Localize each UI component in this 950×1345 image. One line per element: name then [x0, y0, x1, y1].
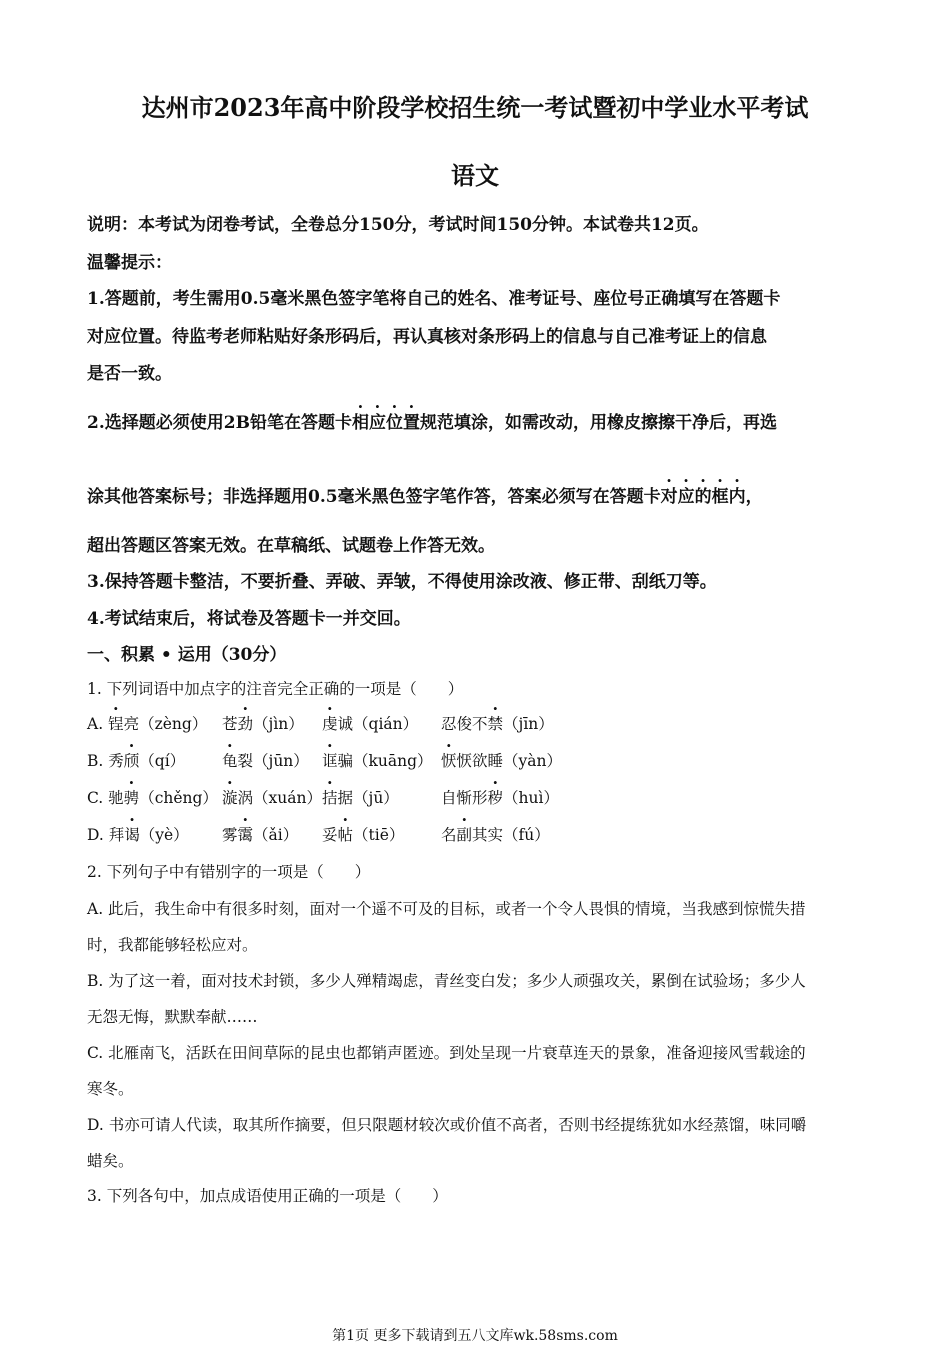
dotted-character: 诓 [322, 752, 338, 770]
option-text: B. 秀 [87, 752, 124, 770]
question-2-option-d-line-2: 蜡矣。 [87, 1152, 134, 1170]
dotted-character: 帖 [337, 826, 354, 844]
option-text: 自惭形 [441, 789, 488, 807]
tip-4: 4.考试结束后，将试卷及答题卡一并交回。 [87, 609, 411, 629]
tip-1-line-1: 1.答题前，考生需用0.5毫米黑色签字笔将自己的姓名、准考证号、座位号正确填写在答题卡 [87, 289, 781, 309]
option-text: 忍俊不 [441, 715, 488, 733]
tip-1-line-3: 是否一致。 [87, 364, 172, 384]
dotted-character: 拮 [322, 789, 338, 807]
question-1-option-d-item-2 [222, 823, 298, 845]
dotted-character: 霭 [237, 826, 254, 844]
dotted-character: 龟 [222, 752, 238, 770]
section-heading: 一、积累 • 运用（30分） [87, 645, 287, 665]
option-text: A. [87, 715, 109, 733]
tip-2-emphasis-1 [352, 413, 420, 433]
tip-2-text-b: 规范填涂，如需改动，用橡皮擦擦干净后，再选 [419, 413, 777, 433]
subject-title: 语文 [451, 161, 499, 190]
question-3-stem: 3. 下列各句中，加点成语使用正确的一项是（ ） [87, 1187, 448, 1205]
question-1-option-c-item-1 [87, 786, 218, 808]
option-pinyin: 据（jū） [337, 789, 399, 807]
option-pinyin: （yè） [139, 826, 189, 844]
question-2-stem: 2. 下列句子中有错别字的一项是（ ） [87, 863, 371, 881]
emphasis-char: 对 [660, 487, 678, 507]
question-1-option-b-item-2 [222, 749, 309, 771]
exam-explanation: 说明：本考试为闭卷考试，全卷总分150分，考试时间150分钟。本试卷共12页。 [87, 215, 709, 235]
emphasis-char: 框 [711, 487, 729, 507]
question-1-option-a-item-2 [222, 712, 304, 734]
option-pinyin: （tiē） [353, 826, 405, 844]
option-text: D. 拜 [87, 826, 125, 844]
dotted-character: 虔 [322, 715, 338, 733]
emphasis-char: 相 [351, 413, 369, 433]
emphasis-char: 的 [694, 487, 712, 507]
tip-2-line-2 [87, 482, 763, 507]
emphasis-char: 应 [677, 487, 695, 507]
question-1-option-d-item-3 [322, 823, 404, 845]
option-pinyin: （qí） [139, 752, 186, 770]
option-text: 妥 [322, 826, 338, 844]
tip-1-line-2: 对应位置。待监考老师粘贴好条形码后，再认真核对条形码上的信息与自己准考证上的信息 [87, 327, 767, 347]
question-1-option-b-item-4 [441, 749, 562, 771]
dotted-character: 恹 [441, 752, 457, 770]
tip-2-text-c: 涂其他答案标号；非选择题用0.5毫米黑色签字笔作答，答案必须写在答题卡 [87, 487, 661, 507]
tip-2-line-1 [87, 408, 777, 433]
dotted-character: 骋 [123, 789, 140, 807]
option-pinyin: （ǎi） [253, 826, 299, 844]
dotted-character: 锃 [108, 715, 124, 733]
dotted-character: 禁 [487, 715, 504, 733]
question-2-option-b-line-2: 无怨无悔，默默奉献…… [87, 1008, 258, 1026]
page-footer: 第1页 更多下载请到五八文库wk.58sms.com [332, 1328, 618, 1344]
question-1-option-a-item-4 [441, 712, 554, 734]
tip-2-line-3: 超出答题区答案无效。在草稿纸、试题卷上作答无效。 [87, 536, 495, 556]
tip-2-text-d: ， [745, 487, 763, 507]
dotted-character: 谒 [124, 826, 140, 844]
tip-2-emphasis-2 [661, 487, 746, 507]
dotted-character: 漩 [222, 789, 238, 807]
emphasis-char: 应 [368, 413, 386, 433]
question-1-option-c-item-2 [222, 786, 322, 808]
question-2-option-b-line-1: B. 为了这一着，面对技术封锁，多少人殚精竭虑，青丝变白发；多少人顽强攻关，累倒在试验场；多少人 [87, 972, 806, 990]
option-text: 雾 [222, 826, 238, 844]
option-pinyin: 裂（jūn） [237, 752, 309, 770]
question-1-option-b-item-1 [87, 749, 185, 771]
option-text: 名 [441, 826, 457, 844]
question-1-option-d-item-1 [87, 823, 189, 845]
option-pinyin: 亮（zèng） [123, 715, 208, 733]
option-pinyin: 涡（xuán） [237, 789, 322, 807]
question-1-option-a-item-3 [322, 712, 418, 734]
tip-label: 温馨提示： [87, 253, 172, 273]
emphasis-char: 位 [385, 413, 403, 433]
option-pinyin: （jìn） [253, 715, 304, 733]
page-title: 达州市2023年高中阶段学校招生统一考试暨初中学业水平考试 [141, 93, 809, 122]
emphasis-char: 内 [728, 487, 746, 507]
question-1-stem: 1. 下列词语中加点字的注音完全正确的一项是（ ） [87, 680, 464, 698]
emphasis-char: 置 [402, 413, 420, 433]
tip-2-text-a: 2.选择题必须使用2B铅笔在答题卡 [87, 413, 352, 433]
question-1-option-c-item-3 [322, 786, 399, 808]
option-pinyin: 骗（kuāng） [337, 752, 433, 770]
dotted-character: 颀 [123, 752, 140, 770]
question-2-option-a-line-2: 时，我都能够轻松应对。 [87, 936, 258, 954]
question-2-option-c-line-2: 寒冬。 [87, 1080, 134, 1098]
option-text: 苍 [222, 715, 238, 733]
question-2-option-a-line-1: A. 此后，我生命中有很多时刻，面对一个遥不可及的目标，或者一个令人畏惧的情境，当我感到惊慌失措 [87, 900, 806, 918]
option-pinyin: （huì） [503, 789, 559, 807]
option-pinyin: 其实（fú） [472, 826, 550, 844]
option-pinyin: 诚（qián） [337, 715, 419, 733]
question-2-option-d-line-1: D. 书亦可请人代读，取其所作摘要，但只限题材较次或价值不高者，否则书经提练犹如水经蒸馏，味同嚼 [87, 1116, 807, 1134]
option-pinyin: （jīn） [503, 715, 554, 733]
question-1-option-c-item-4 [441, 786, 559, 808]
question-1-option-a-item-1 [87, 712, 207, 734]
option-text: C. 驰 [87, 789, 124, 807]
question-1-option-b-item-3 [322, 749, 433, 771]
dotted-character: 副 [456, 826, 473, 844]
tip-3: 3.保持答题卡整洁，不要折叠、弄破、弄皱，不得使用涂改液、修正带、刮纸刀等。 [87, 572, 717, 592]
question-1-option-d-item-4 [441, 823, 550, 845]
dotted-character: 劲 [237, 715, 254, 733]
option-pinyin: （chěng） [139, 789, 218, 807]
question-2-option-c-line-1: C. 北雁南飞，活跃在田间草际的昆虫也都销声匿迹。到处呈现一片衰草连天的景象，准备迎接风雪载途的 [87, 1044, 806, 1062]
option-pinyin: 恹欲睡（yàn） [456, 752, 562, 770]
dotted-character: 秽 [487, 789, 504, 807]
